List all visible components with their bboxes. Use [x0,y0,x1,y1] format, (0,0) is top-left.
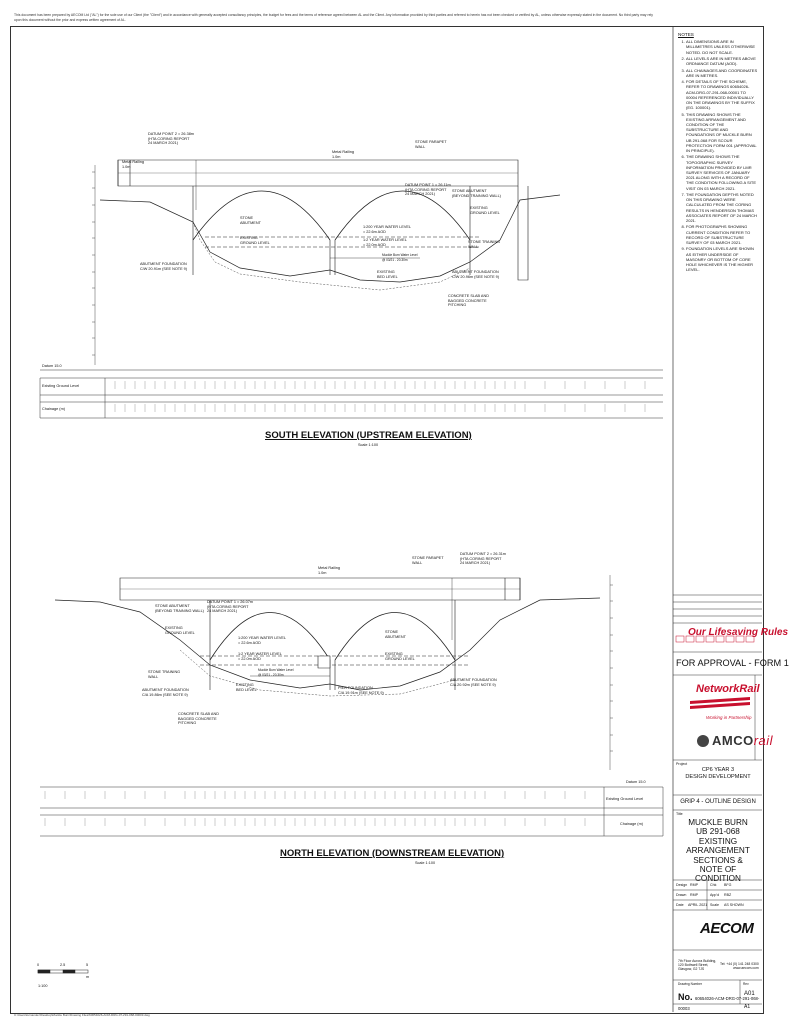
aecom-logo: AECOM [700,920,754,937]
north-abutment-left-label: STONE ABUTMENT (BEYOND TRAINING WALL) [155,604,204,613]
north-elevation-title: NORTH ELEVATION (DOWNSTREAM ELEVATION) [280,848,505,859]
amco-badge-icon [697,735,709,747]
network-rail-logo-mark [690,697,750,709]
south-abutment-foundation-left-label: ABUTMENT FOUNDATION C/W 20.91m (SEE NOTE 9) [140,262,188,271]
file-path: C:\Users\fernandez\Desktop\Muckle Burn\Drawing Files\60654026-ACM-DRG-07-291-068-00003.dwg [14,1013,150,1017]
note-item: 2. ALL LEVELS ARE IN METRES ABOVE ORDNANCE DATUM (AOD). [686,56,758,66]
north-datum1-label: DATUM POINT 1 = 26.07m (HTA CORING REPORT 24 MARCH 2021) [207,600,253,614]
chk-value: BFG [724,883,732,887]
no-text: No. [678,992,693,1002]
north-abutment-foundation-left-label: ABUTMENT FOUNDATION C/A 19.86m (SEE NOTE 9) [142,688,189,697]
no-label [678,992,770,1012]
south-abutment-right-label: STONE ABUTMENT (BEYOND TRAINING WALL) [452,189,501,198]
south-datum-label: DATUM POINT 2 = 26.38m (HTA CORING REPORT 24 MARCH 2021) [148,132,194,146]
north-datum2-label: DATUM POINT 2 = 26.31m (HTA CORING REPORT 24 MARCH 2021) [460,552,506,566]
north-abutment-foundation-right-label: ABUTMENT FOUNDATION C/A 20.92m (SEE NOTE 9) [450,678,497,687]
project-line-1: CP6 YEAR 3 [701,767,735,773]
drawing-title-line-5: NOTE OF CONDITION [695,865,741,884]
revision-value: A01 [744,991,755,997]
south-chainage-row-label: Chainage (m) [42,407,66,411]
notes-panel [678,32,758,274]
drawing-title-line-4: SECTIONS & [693,855,743,865]
south-training-wall-label: STONE TRAINING WALL [468,240,501,249]
note-item: 9. FOUNDATION LEVELS ARE SHOWN AS EITHER UNDERSIDE OF MASONRY OR BOTTOM OF CORE HOLE WHICHEVER IS THE HIGHER LEVEL. [686,246,758,272]
south-data-rows [40,370,663,418]
north-data-rows [40,787,663,836]
network-rail-logo: NetworkRail [696,683,760,695]
date-label: Date [676,903,684,907]
note-item: 8. FOR PHOTOGRAPHS SHOWING CURRENT CONDITION REFER TO RECORD OF SUBSTRUCTURE SURVEY OF 03 MARCH 2021. [686,224,758,245]
note-item: 1. ALL DIMENSIONS ARE IN MILLIMETRES UNLESS OTHERWISE NOTED. DO NOT SCALE. [686,39,758,55]
scale-bar-tick-5: 5 [86,963,89,967]
drawn-label: Drawn [676,893,687,897]
amco-rail-text: rail [753,733,774,748]
scale-bar-unit: m [86,975,90,979]
amco-text: AMCO [712,733,754,748]
drawn-value: RMP [690,893,698,897]
north-existing-ground-row-label: Existing Ground Level [606,797,644,801]
note-item: 7. THE FOUNDATION DEPTHS NOTED ON THIS DRAWING WERE CALCULATED FROM THE CORING RESULTS IN HENDERSON THOMAS ASSOCIATES REPORT OF 24 MARCH 2021. [686,192,758,223]
south-stone-abutment-label: STONE ABUTMENT [240,216,261,225]
south-metal-railing-label: Metal Railing 1.0m [122,160,144,169]
title-label: Title [676,812,683,816]
north-existing-ground-right-label: EXISTING GROUND LEVEL [385,652,415,661]
project-name [676,767,760,781]
north-12yr-label: 1:2 YEAR WATER LEVEL = 22.0m AOD [238,652,282,661]
north-chainage-row-label: Chainage (m) [620,822,644,826]
note-item: 6. THE DRAWING SHOWS THE TOPOGRAPHIC SURVEY INFORMATION PROVIDED BY LMR SURVEY SERVICES OF JANUARY 2021 ALONG WITH A RECORD OF THE CONDITION FOLLOWING A SITE VISIT ON 03 MARCH 2021. [686,154,758,190]
south-elevation-title: SOUTH ELEVATION (UPSTREAM ELEVATION) [265,430,472,441]
south-1200yr-label: 1:200 YEAR WATER LEVEL = 22.6m AOD [363,225,412,234]
grip-stage: GRIP 4 - OUTLINE DESIGN [680,799,756,805]
north-1200yr-label: 1:200 YEAR WATER LEVEL = 22.6m AOD [238,636,287,645]
north-river-level-label: Muckle Burn Water Level @ 03/21 - 20.30m [258,668,294,677]
south-datum1-label: DATUM POINT 1 = 26.11m (HTA CORING REPORT 24 MARCH 2021) [405,183,451,197]
north-pier-foundation-label: PIER FOUNDATION C/A 19.91m (SEE NOTE 9) [338,686,384,695]
note-item: 3. ALL CHAINAGES AND COORDINATES ARE IN METRES. [686,68,758,78]
north-elevation-scale: Scale 1:100 [415,861,436,865]
north-training-wall-label: STONE TRAINING WALL [148,670,181,679]
aecom-address: 7th Floor Aurora Building, 120 Bothwell Street, Glasgow, G2 7JS [678,959,717,972]
date-value: APRIL 2021 [688,903,708,907]
notes-heading: NOTES [678,32,694,37]
north-stone-abutment-label: STONE ABUTMENT [385,630,406,639]
south-existing-ground-right-label: EXISTING GROUND LEVEL [470,206,500,215]
north-parapet-label: STONE PARAPET WALL [412,556,444,565]
appd-label: App'd [710,893,720,897]
appd-value: RBZ [724,893,732,897]
south-existing-ground-row-label: Existing Ground Level [42,384,80,388]
chainage-ticks [45,381,645,826]
note-item: 4. FOR DETAILS OF THE SCHEME, REFER TO DRAWINGS 60654026-ACM-DRG-07-291-068-00001 TO 00004 REFERENCED INDIVIDUALLY ON THE DRAWINGS BY THE SUFFIX (EG. 100001). [686,79,758,110]
south-elevation-scale: Scale 1:100 [358,443,379,447]
south-datum-row-label: Datum 15.0 [42,364,62,368]
north-datum-row-label: Datum 15.0 [626,780,646,784]
south-concrete-slab-label: CONCRETE SLAB AND BAGGED CONCRETE PITCHING [448,294,489,308]
drawing-title [676,818,760,884]
south-metal-railing-label-2: Metal Railing 1.0m [332,150,354,159]
south-existing-ground-left-label: EXISTING GROUND LEVEL [240,236,270,245]
design-label: Design [676,883,688,887]
south-abutment-foundation-right-label: ABUTMENT FOUNDATION C/W 20.96m (SEE NOTE 9) [452,270,500,279]
north-existing-ground-left-label: EXISTING GROUND LEVEL [165,626,195,635]
scale-bar-tick-0: 0 [37,963,40,967]
project-label: Project [676,762,688,766]
scale-bar-ratio: 1:100 [38,984,48,988]
south-river-level-label: Muckle Burn Water Level @ 03/21 - 20.30m [382,253,418,262]
scale-label: Scale [710,903,719,907]
disclaimer: This document has been prepared by AECOM Ltd ("AL") for the sole use of our Client (the "Client") and in accordance with generally accepted consultancy principles, the budget for fees and the terms of reference agreed between AL and the Client. Any information provided by third parties and referred to herein has not been checked or verified by AL, unless otherwise expressly stated in the document. No third party may rely upon this document without the prior and express written agreement of AL. [14,13,653,22]
chk-label: Chk [710,883,717,887]
drawing-title-line-3: EXISTING ARRANGEMENT [686,836,750,856]
south-parapet-label: STONE PARAPET WALL [415,140,447,149]
sheet-size: A1 [744,1004,751,1010]
drawing-number: 60654026-ACM-DRG-07-291-068-00003 [678,996,760,1011]
amco-rail-logo [712,733,773,748]
network-rail-tagline: Working in Partnership [706,715,752,720]
note-item: 5. THIS DRAWING SHOWS THE EXISTING ARRANGEMENT AND CONDITION OF THE SUBSTRUCTURE AND FOUNDATIONS OF MUCKLE BURN UB 291-068 FOR SCOUR PROTECTION FORM 001 (APPROVAL IN PRINCIPLE). [686,112,758,154]
drawing-title-line-2: UB 291-068 [696,827,740,837]
scale-bar-tick-2-5: 2.5 [60,963,66,967]
scale-bar [38,970,88,973]
north-concrete-slab-label: CONCRETE SLAB AND BAGGED CONCRETE PITCHING [178,712,219,726]
lifesaving-rules-logo: Our Lifesaving Rules [688,627,789,638]
aecom-contact: Tel: +44 (0) 141 248 0300 www.aecom.com [720,962,759,971]
drawing-title-line-1: MUCKLE BURN [688,818,748,827]
approval-status: FOR APPROVAL - FORM 1 [676,658,789,668]
north-elevation [55,575,613,770]
north-bed-level-label: EXISTING BED LEVEL [236,683,257,692]
project-line-2: DESIGN DEVELOPMENT [685,774,751,780]
scale-value: AS SHOWN [724,903,744,907]
south-bed-level-label: EXISTING BED LEVEL [377,270,398,279]
revision-label: Rev [743,982,749,986]
drawing-number-label: Drawing Number [678,982,702,986]
south-12yr-label: 1:2 YEAR WATER LEVEL = 22.0m AOD [363,238,407,247]
north-metal-railing-label: Metal Railing 1.0m [318,566,340,575]
design-value: RMP [690,883,698,887]
